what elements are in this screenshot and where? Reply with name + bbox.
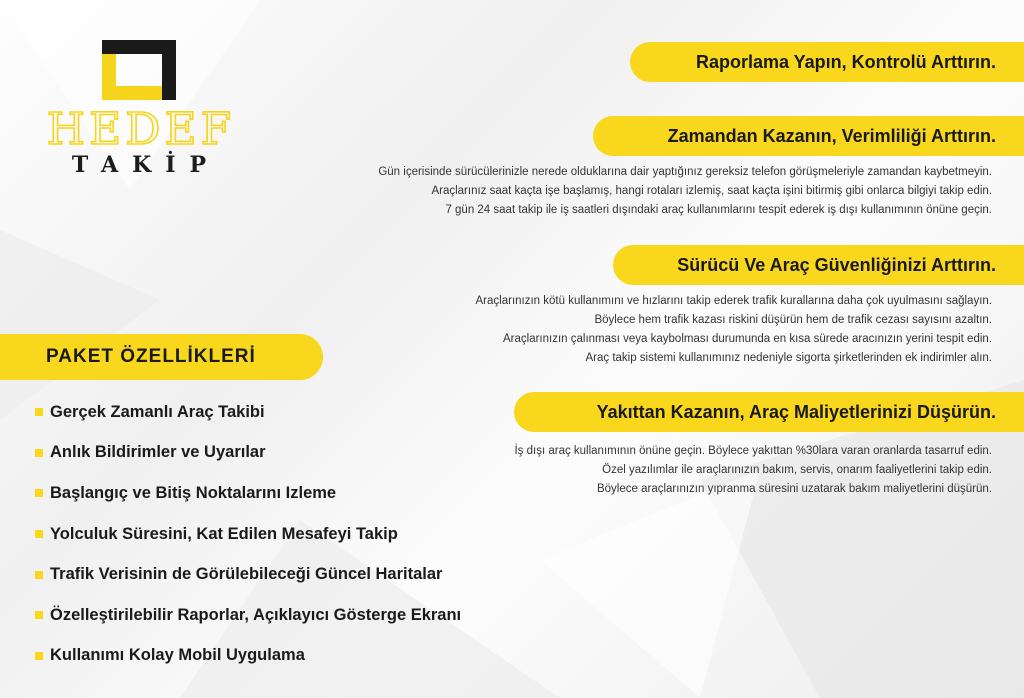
square-bullet-icon — [35, 449, 43, 457]
logo-hedef: HEDEF — [46, 104, 236, 155]
features-list — [35, 392, 461, 676]
feature-label: Anlık Bildirimler ve Uyarılar — [50, 443, 266, 462]
logo-takip: TAKİP — [71, 152, 221, 178]
logo — [36, 40, 246, 180]
list-item — [35, 554, 461, 595]
feature-label: Trafik Verisinin de Görülebileceği Güncel Haritalar — [50, 565, 443, 584]
feature-label: Yolculuk Süresini, Kat Edilen Mesafeyi Takip — [50, 524, 398, 543]
square-bullet-icon — [35, 571, 43, 579]
square-bullet-icon — [35, 611, 43, 619]
section-text-time — [378, 163, 992, 220]
text-line: Böylece hem trafik kazası riskini düşürün hem de trafik cezası sayısını azaltın. — [594, 314, 992, 326]
list-item — [35, 433, 461, 474]
list-item — [35, 514, 461, 555]
list-item — [35, 392, 461, 433]
logo-mark-icon — [102, 40, 176, 100]
text-line: Özel yazılımlar ile araçlarınızın bakım, servis, onarım faaliyetlerini takip edin. — [602, 464, 992, 476]
list-item — [35, 473, 461, 514]
text-line: Araçlarınızın çalınması veya kaybolması durumunda en kısa sürede aracınızın yerini tespit edin. — [503, 333, 992, 345]
section-heading-fuel: Yakıttan Kazanın, Araç Maliyetlerinizi Düşürün. — [514, 392, 1024, 432]
text-line: Gün içerisinde sürücülerinizle nerede olduklarına dair yaptığınız gereksiz telefon görüşmeleriyle zamandan kaybetmeyin. — [378, 166, 992, 178]
section-text-safety — [476, 292, 992, 368]
square-bullet-icon — [35, 530, 43, 538]
feature-label: Özelleştirilebilir Raporlar, Açıklayıcı Gösterge Ekranı — [50, 605, 462, 624]
text-line: Araçlarınızın kötü kullanımını ve hızlarını takip ederek trafik kurallarına daha çok uyulmasını sağlayın. — [475, 295, 992, 307]
square-bullet-icon — [35, 408, 43, 416]
feature-label: Başlangıç ve Bitiş Noktalarını Izleme — [50, 483, 337, 502]
feature-label: Gerçek Zamanlı Araç Takibi — [50, 402, 265, 421]
text-line: İş dışı araç kullanımının önüne geçin. Böylece yakıttan %30lara varan oranlarda tasarruf edin. — [514, 445, 992, 457]
text-line: Araçlarınız saat kaçta işe başlamış, hangi rotaları izlemiş, saat kaçta işini bitirmiş gibi onlarca bilgiyi takip edin. — [431, 185, 992, 197]
section-text-fuel — [514, 442, 992, 499]
list-item — [35, 636, 461, 677]
square-bullet-icon — [35, 489, 43, 497]
features-title: PAKET ÖZELLİKLERİ — [0, 334, 323, 380]
list-item — [35, 595, 461, 636]
feature-label: Kullanımı Kolay Mobil Uygulama — [50, 646, 305, 665]
section-heading-time: Zamandan Kazanın, Verimliliği Arttırın. — [593, 116, 1024, 156]
square-bullet-icon — [35, 652, 43, 660]
text-line: Araç takip sistemi kullanımınız nedeniyle sigorta şirketlerinden ek indirimler alın. — [585, 352, 992, 364]
section-heading-safety: Sürücü Ve Araç Güvenliğinizi Arttırın. — [613, 245, 1024, 285]
text-line: Böylece araçlarınızın yıpranma süresini uzatarak bakım maliyetlerini düşürün. — [596, 483, 992, 495]
section-heading-reporting: Raporlama Yapın, Kontrolü Arttırın. — [630, 42, 1024, 82]
text-line: 7 gün 24 saat takip ile iş saatleri dışındaki araç kullanımlarını tespit ederek iş dışı kullanımının önüne geçin. — [445, 204, 992, 216]
